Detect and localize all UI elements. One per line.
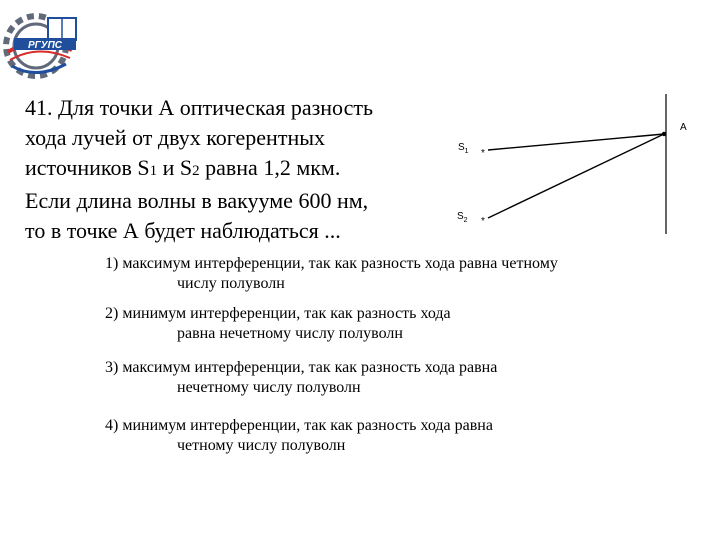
s2-label: $S_2$ [457,211,468,224]
question-line-3: источников S1 и S2 равна 1,2 мкм. [25,155,341,180]
answer-option-1[interactable]: 1) максимум интерференции, так как разность хода равна четному числу полуволн [105,255,558,292]
s1-star: * [481,148,485,159]
answer-option-2[interactable]: 2) минимум интерференции, так как разность хода равна нечетному числу полуволн [105,305,451,342]
s1-label: $S_1$ [458,142,469,155]
point-a-dot [662,132,666,136]
question-text [25,93,425,246]
question-line-1: 41. Для точки А оптическая разность [25,95,374,120]
ray-s2 [488,134,664,218]
logo-text: РГУПС [28,40,62,51]
question-line-4: Если длина волны в вакууме 600 нм, [25,188,369,213]
ray-s1 [488,134,664,150]
subscript-1: 1 [149,163,158,179]
two-source-diagram [440,88,720,248]
subscript-2: 2 [192,163,200,179]
point-a-label: A [680,122,687,133]
answer-option-3[interactable]: 3) максимум интерференции, так как разность хода равна нечетному числу полуволн [105,359,498,396]
question-line-5: то в точке А будет наблюдаться ... [25,218,341,243]
question-line-2: хода лучей от двух когерентных [25,125,325,150]
answer-option-4[interactable]: 4) минимум интерференции, так как разность хода равна четному числу полуволн [105,417,493,454]
university-logo [0,0,84,88]
s2-star: * [481,216,485,227]
